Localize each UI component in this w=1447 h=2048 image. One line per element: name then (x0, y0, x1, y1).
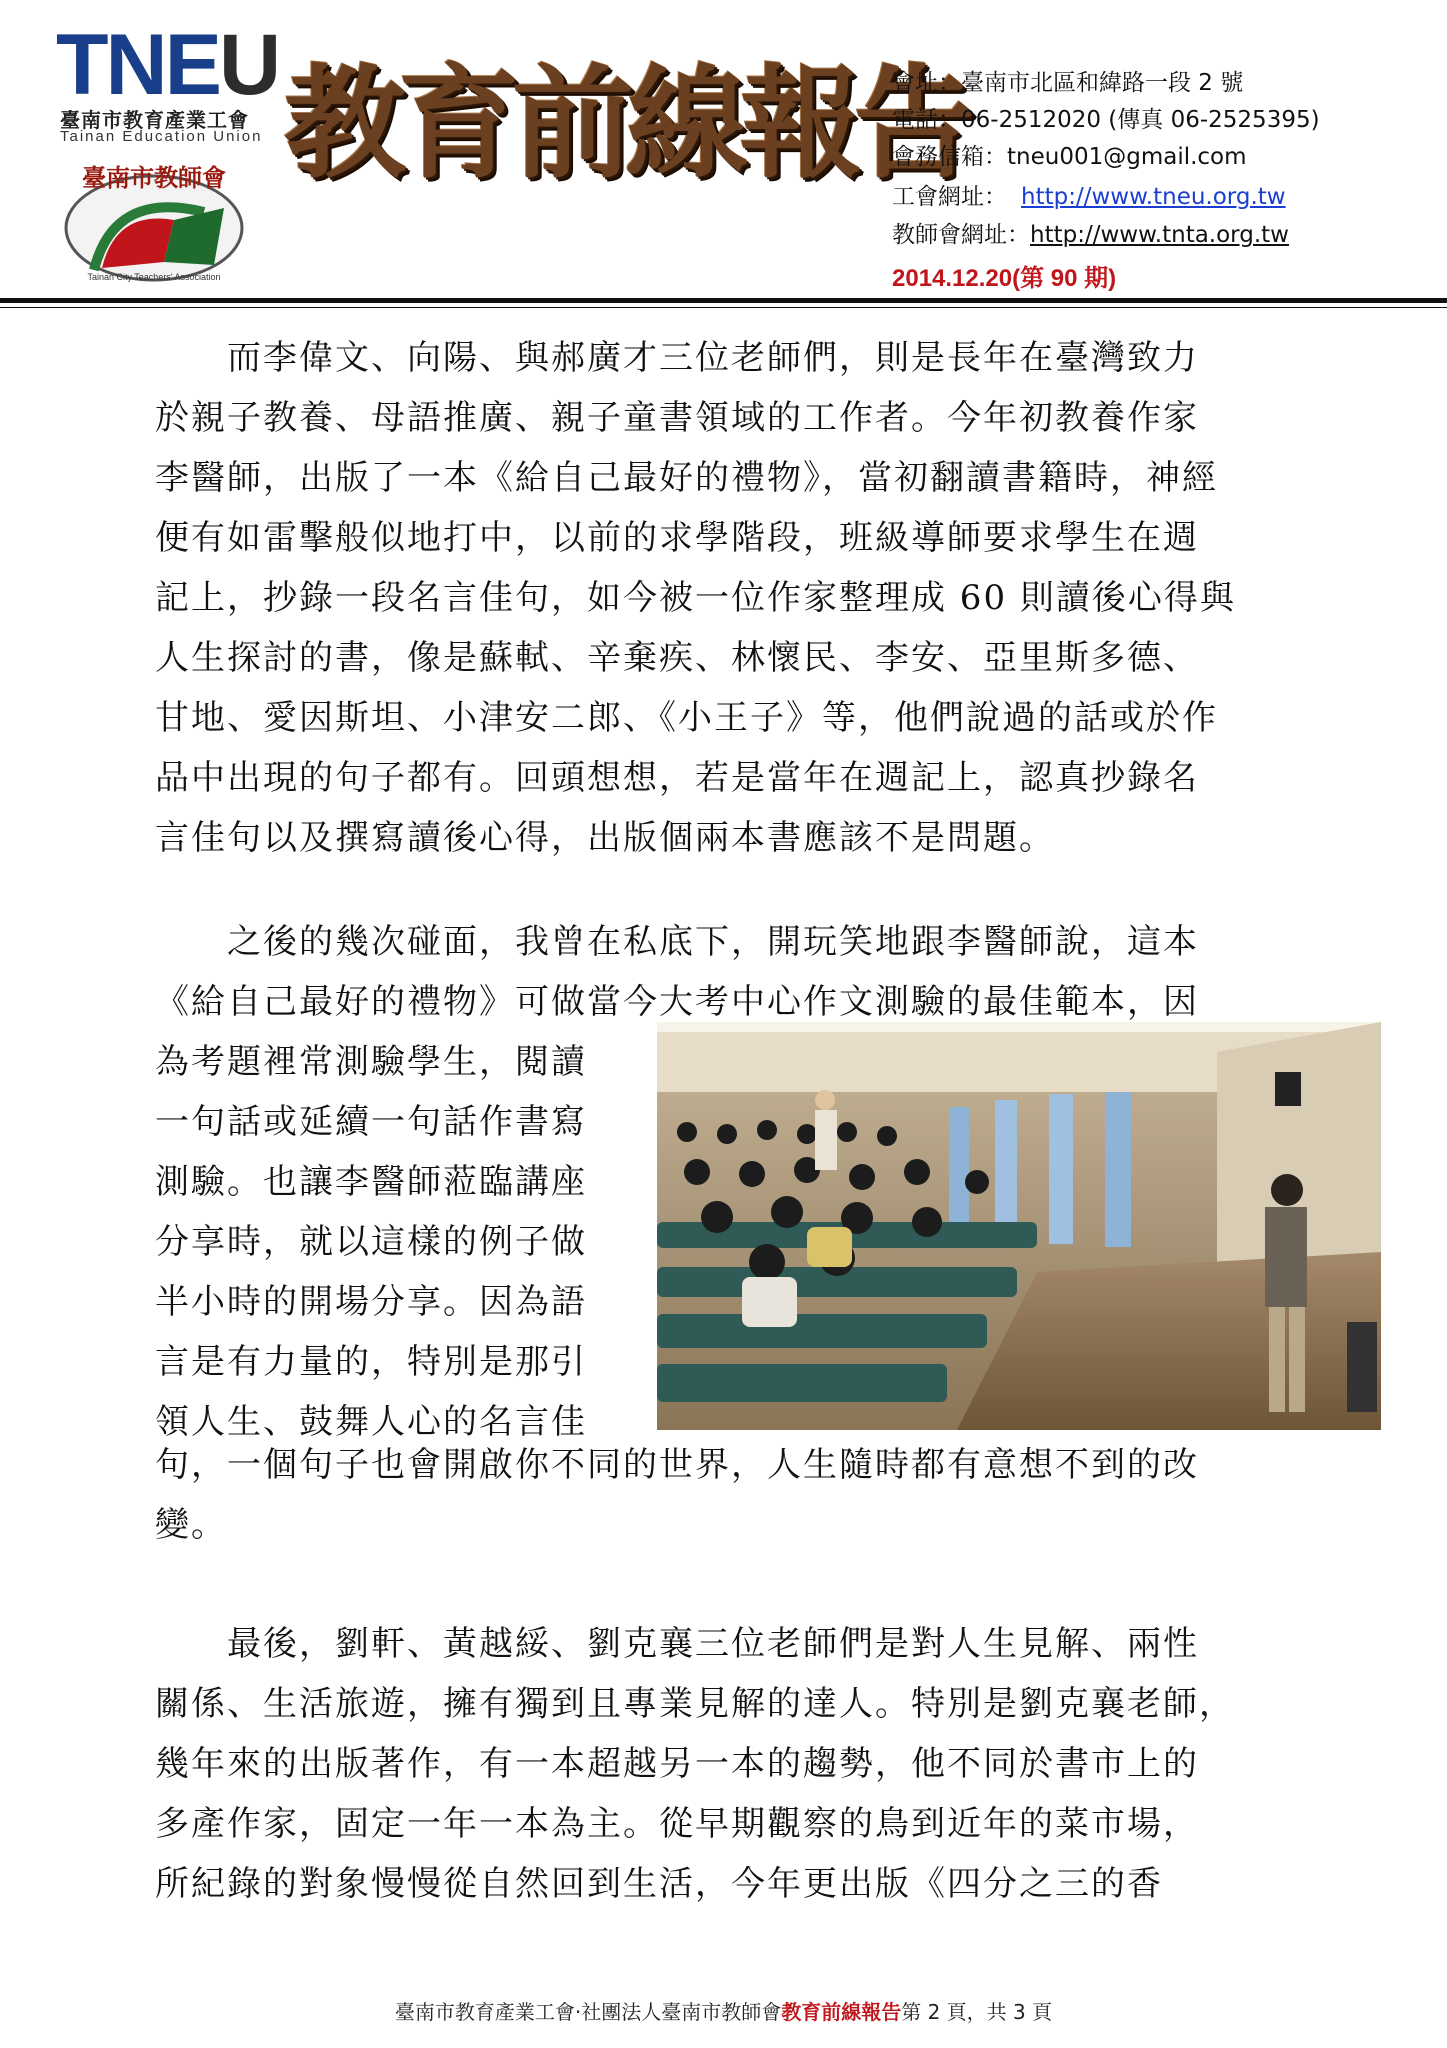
text-line: 品中出現的句子都有。回頭想想，若是當年在週記上，認真抄錄名 (155, 758, 1199, 798)
teachers-website-label: 教師會網址： (892, 222, 1030, 248)
address-text: 會址：臺南市北區和緯路一段 2 號 (892, 70, 1244, 96)
text-line: 分享時，就以這樣的例子做 (155, 1222, 587, 1262)
paragraph-2-end (155, 1435, 1305, 1555)
text-line: 變。 (155, 1505, 227, 1545)
text-line: 李醫師，出版了一本《給自己最好的禮物》，當初翻讀書籍時，神經 (155, 458, 1218, 498)
masthead-title: 教育前線報告 (284, 51, 968, 195)
paragraph-3 (155, 1614, 1305, 1914)
text-line: 記上，抄錄一段名言佳句，如今被一位作家整理成 60 則讀後心得與 (155, 578, 1236, 618)
text-line: 一句話或延續一句話作書寫 (155, 1102, 587, 1142)
teachers-website-link[interactable]: http://www.tnta.org.tw (1030, 222, 1289, 248)
text-line: 為考題裡常測驗學生，閱讀 (155, 1042, 587, 1082)
text-line: 多產作家，固定一年一本為主。從早期觀察的鳥到近年的菜市場， (155, 1804, 1199, 1844)
email-text: 會務信箱：tneu001@gmail.com (892, 144, 1247, 170)
text-line: 領人生、鼓舞人心的名言佳 (155, 1402, 587, 1442)
paragraph-1 (155, 328, 1305, 868)
teachers-website-row (892, 216, 1289, 249)
footer-publisher: 臺南市教育產業工會‧社團法人臺南市教師會 (394, 2000, 782, 2024)
text-line: 而李偉文、向陽、與郝廣才三位老師們，則是長年在臺灣致力 (155, 338, 1199, 378)
paragraph-2-wrapped (155, 1032, 635, 1452)
issue-date: 2014.12.20(第 90 期) (892, 265, 1117, 292)
text-line: 之後的幾次碰面，我曾在私底下，開玩笑地跟李醫師說，這本 (155, 922, 1199, 962)
text-line: 於親子教養、母語推廣、親子童書領域的工作者。今年初教養作家 (155, 398, 1199, 438)
header-divider-thin (0, 307, 1447, 308)
text-line: 便有如雷擊般似地打中，以前的求學階段，班級導師要求學生在週 (155, 518, 1199, 558)
union-name-en: Tainan Education Union (60, 128, 263, 145)
text-line: 幾年來的出版著作，有一本超越另一本的趨勢，他不同於書市上的 (155, 1744, 1199, 1784)
paragraph-2-intro (155, 912, 1305, 1032)
text-line: 《給自己最好的禮物》可做當今大考中心作文測驗的最佳範本，因 (155, 982, 1199, 1022)
svg-text:Tainan City Teachers' Associat: Tainan City Teachers' Association (87, 272, 221, 282)
text-line: 半小時的開場分享。因為語 (155, 1282, 587, 1322)
text-line: 甘地、愛因斯坦、小津安二郎、《小王子》等，他們說過的話或於作 (155, 698, 1218, 738)
union-website-row (892, 178, 1286, 211)
page-footer (0, 1996, 1447, 2025)
teachers-association-seal-icon (54, 150, 254, 285)
text-line: 言是有力量的，特別是那引 (155, 1342, 587, 1382)
tneu-logo-wordmark: TNEU (56, 17, 279, 113)
text-line: 測驗。也讓李醫師蒞臨講座 (155, 1162, 587, 1202)
footer-page-number: 第 2 頁，共 3 頁 (901, 2000, 1053, 2024)
union-website-link[interactable]: http://www.tneu.org.tw (1021, 184, 1286, 210)
text-line: 所紀錄的對象慢慢從自然回到生活，今年更出版《四分之三的香 (155, 1864, 1163, 1904)
text-line: 關係、生活旅遊，擁有獨到且專業見解的達人。特別是劉克襄老師， (155, 1684, 1235, 1724)
text-line: 人生探討的書，像是蘇軾、辛棄疾、林懷民、李安、亞里斯多德、 (155, 638, 1199, 678)
union-website-label: 工會網址： (892, 184, 1007, 210)
text-line: 最後，劉軒、黃越綏、劉克襄三位老師們是對人生見解、兩性 (155, 1624, 1199, 1664)
phone-text: 電話：06-2512020 (傳真 06-2525395) (892, 107, 1320, 133)
footer-publication-title: 教育前線報告 (781, 2000, 902, 2024)
header-divider (0, 298, 1447, 303)
lecture-hall-photo (657, 1022, 1381, 1430)
text-line: 言佳句以及撰寫讀後心得，出版個兩本書應該不是問題。 (155, 818, 1055, 858)
text-line: 句，一個句子也會開啟你不同的世界，人生隨時都有意想不到的改 (155, 1445, 1199, 1485)
svg-text:臺南市教師會: 臺南市教師會 (82, 163, 226, 192)
union-name-zh: 臺南市教育產業工會 (60, 108, 249, 132)
